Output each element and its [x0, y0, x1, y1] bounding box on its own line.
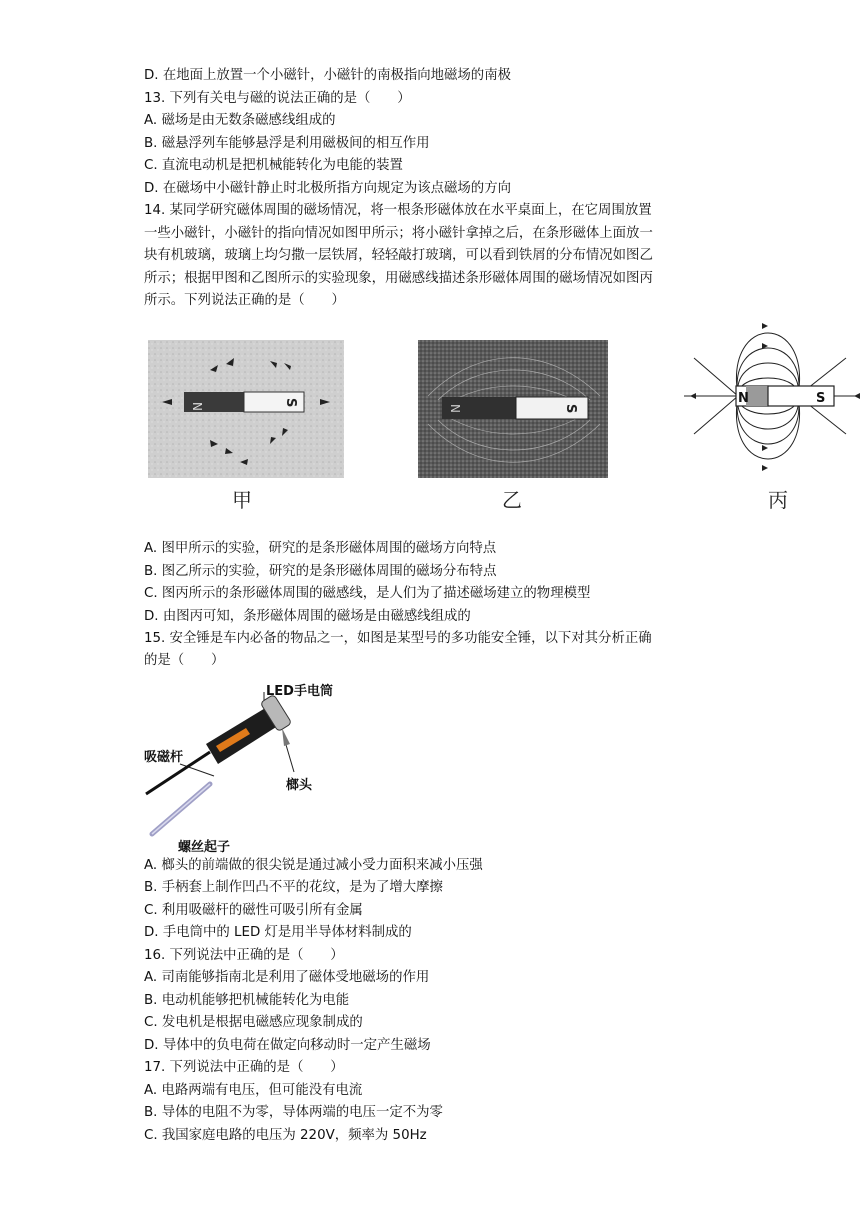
q16-stem: 16. 下列说法中正确的是（ ） [144, 948, 344, 963]
q16-option-d: D. 导体中的负电荷在做定向移动时一定产生磁场 [144, 1038, 431, 1053]
q13-option-b: B. 磁悬浮列车能够悬浮是利用磁极间的相互作用 [144, 136, 430, 151]
q17-option-a: A. 电路两端有电压，但可能没有电流 [144, 1083, 363, 1098]
q17-stem: 17. 下列说法中正确的是（ ） [144, 1060, 344, 1075]
figure-bing-field-lines [684, 318, 860, 478]
q15-option-a: A. 榔头的前端做的很尖锐是通过减小受力面积来减小压强 [144, 858, 483, 873]
q13-option-c: C. 直流电动机是把机械能转化为电能的装置 [144, 158, 403, 173]
magnet-s-label: S [283, 398, 298, 408]
q12-option-d: D. 在地面上放置一个小磁针，小磁针的南极指向地磁场的南极 [144, 68, 511, 83]
q17-option-c: C. 我国家庭电路的电压为 220V，频率为 50Hz [144, 1128, 427, 1143]
magnet-s-label: S [563, 404, 578, 414]
caption-bing: 丙 [768, 488, 788, 512]
magnet-s-label: S [816, 391, 826, 406]
q16-option-c: C. 发电机是根据电磁感应现象制成的 [144, 1015, 363, 1030]
hammer-tip [282, 728, 290, 746]
magnet-n-shade [746, 386, 768, 406]
q14-option-c: C. 图丙所示的条形磁体周围的磁感线，是人们为了描述磁场建立的物理模型 [144, 586, 591, 601]
q14-option-b: B. 图乙所示的实验，研究的是条形磁体周围的磁场分布特点 [144, 564, 497, 579]
q14-stem-line-3: 块有机玻璃，玻璃上均匀撒一层铁屑，轻轻敲打玻璃，可以看到铁屑的分布情况如图乙 [144, 248, 653, 263]
q14-option-d: D. 由图丙可知，条形磁体周围的磁场是由磁感线组成的 [144, 609, 471, 624]
q14-option-a: A. 图甲所示的实验，研究的是条形磁体周围的磁场方向特点 [144, 541, 497, 556]
q14-stem-line-1: 14. 某同学研究磁体周围的磁场情况，将一根条形磁体放在水平桌面上，在它周围放置 [144, 203, 652, 218]
q15-option-d: D. 手电筒中的 LED 灯是用半导体材料制成的 [144, 925, 412, 940]
q14-stem-line-5: 所示。下列说法正确的是（ ） [144, 293, 345, 308]
q13-stem: 13. 下列有关电与磁的说法正确的是（ ） [144, 91, 411, 106]
screwdriver-highlight [152, 784, 210, 834]
label-led-flashlight: LED手电筒 [266, 684, 333, 699]
q15-stem-line-1: 15. 安全锤是车内必备的物品之一，如图是某型号的多功能安全锤，以下对其分析正确 [144, 631, 652, 646]
q13-option-a: A. 磁场是由无数条磁感线组成的 [144, 113, 336, 128]
q15-stem-line-2: 的是（ ） [144, 653, 225, 668]
q16-option-b: B. 电动机能够把机械能转化为电能 [144, 993, 350, 1008]
figure-yi-iron-filings [418, 340, 608, 478]
q16-option-a: A. 司南能够指南北是利用了磁体受地磁场的作用 [144, 970, 430, 985]
caption-jia: 甲 [232, 488, 252, 512]
q13-option-d: D. 在磁场中小磁针静止时北极所指方向规定为该点磁场的方向 [144, 181, 511, 196]
q14-stem-line-2: 一些小磁针，小磁针的指向情况如图甲所示；将小磁针拿掉之后，在条形磁体上面放一 [144, 226, 653, 241]
q17-option-b: B. 导体的电阻不为零，导体两端的电压一定不为零 [144, 1105, 443, 1120]
magnet-n-label: N [448, 404, 462, 413]
magnet-n-label: N [190, 402, 204, 411]
caption-yi: 乙 [502, 488, 522, 512]
figure-jia-compass-needles [148, 340, 344, 478]
label-magnetic-rod: 吸磁杆 [144, 750, 184, 765]
label-screwdriver: 螺丝起子 [178, 840, 231, 855]
q15-option-b: B. 手柄套上制作凹凸不平的花纹，是为了增大摩擦 [144, 880, 443, 895]
magnet-n-label: N [738, 391, 749, 406]
q15-option-c: C. 利用吸磁杆的磁性可吸引所有金属 [144, 903, 363, 918]
q14-stem-line-4: 所示；根据甲图和乙图所示的实验现象，用磁感线描述条形磁体周围的磁场情况如图丙 [144, 271, 653, 286]
label-hammer-head: 榔头 [286, 778, 313, 793]
